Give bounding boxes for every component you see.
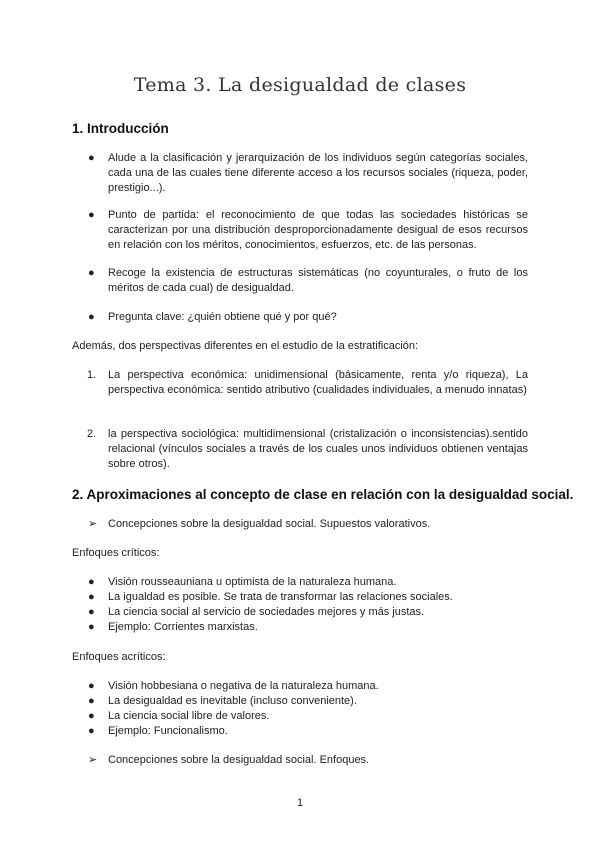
intro-bullet-2: ● Punto de partida: el reconocimiento de que todas las sociedades históricas se caracterizan por una distribución desproporcionadamente desigual de esos recursos en relación con los méritos, conocimientos, esfuerzos, etc. de las personas. <box>88 209 528 251</box>
criticos-item-4: ● Ejemplo: Corrientes marxistas. <box>88 621 258 633</box>
acriticos-item-1: ● Visión hobbesiana o negativa de la naturaleza humana. <box>88 680 379 692</box>
bullet-dot-icon: ● <box>88 606 95 618</box>
intro-bullet-3: ● Recoge la existencia de estructuras sistemáticas (no coyunturales, o fruto de los méritos de cada cual) de desigualdad. <box>88 267 528 294</box>
bullet-dot-icon: ● <box>88 267 95 279</box>
bullet-dot-icon: ● <box>88 209 95 221</box>
criticos-label: Enfoques críticos: <box>72 547 160 559</box>
bullet-dot-icon: ● <box>88 695 95 707</box>
document-title: Tema 3. La desigualdad de clases <box>133 74 467 96</box>
section-1-heading: 1. Introducción <box>72 121 169 136</box>
perspectives-intro: Además, dos perspectivas diferentes en el estudio de la estratificación: <box>72 340 419 352</box>
intro-bullet-4: ● Pregunta clave: ¿quién obtiene qué y por qué? <box>88 311 337 323</box>
page-number: 1 <box>296 797 304 809</box>
criticos-item-2: ● La igualdad es posible. Se trata de transformar las relaciones sociales. <box>88 591 453 603</box>
bullet-dot-icon: ● <box>88 152 95 164</box>
bullet-dot-icon: ● <box>88 621 95 633</box>
acriticos-label: Enfoques acríticos: <box>72 651 166 663</box>
arrow-bullet-icon: ➢ <box>88 754 98 766</box>
perspective-item-2: 2. la perspectiva sociológica: multidimensional (cristalización o inconsistencias).sentido relacional (vínculos sociales a través de los cuales unos individuos obtienen ventajas sobre otros). <box>87 428 528 470</box>
arrow-bullet-icon: ➢ <box>88 518 98 530</box>
acriticos-item-4: ● Ejemplo: Funcionalismo. <box>88 725 228 737</box>
section-2-heading: 2. Aproximaciones al concepto de clase en relación con la desigualdad social. <box>72 487 574 502</box>
intro-bullet-1: ● Alude a la clasificación y jerarquización de los individuos según categorías sociales, cada una de las cuales tiene diferente acceso a los recursos sociales (riqueza, poder, prestigio...). <box>88 152 528 194</box>
criticos-item-3: ● La ciencia social al servicio de sociedades mejores y más justas. <box>88 606 425 618</box>
perspective-item-1: 1. La perspectiva económica: unidimensional (básicamente, renta y/o riqueza), La perspectiva económica: sentido atributivo (cualidades individuales, a menudo innatas) <box>87 369 528 396</box>
bullet-dot-icon: ● <box>88 710 95 722</box>
arrow-item-2: ➢ Concepciones sobre la desigualdad social. Enfoques. <box>88 754 370 766</box>
bullet-dot-icon: ● <box>88 725 95 737</box>
bullet-dot-icon: ● <box>88 680 95 692</box>
acriticos-item-2: ● La desigualdad es inevitable (incluso conveniente). <box>88 695 357 707</box>
criticos-item-1: ● Visión rousseauniana u optimista de la naturaleza humana. <box>88 576 397 588</box>
arrow-item-1: ➢ Concepciones sobre la desigualdad social. Supuestos valorativos. <box>88 518 431 530</box>
bullet-dot-icon: ● <box>88 591 95 603</box>
bullet-dot-icon: ● <box>88 311 95 323</box>
acriticos-item-3: ● La ciencia social libre de valores. <box>88 710 270 722</box>
bullet-dot-icon: ● <box>88 576 95 588</box>
